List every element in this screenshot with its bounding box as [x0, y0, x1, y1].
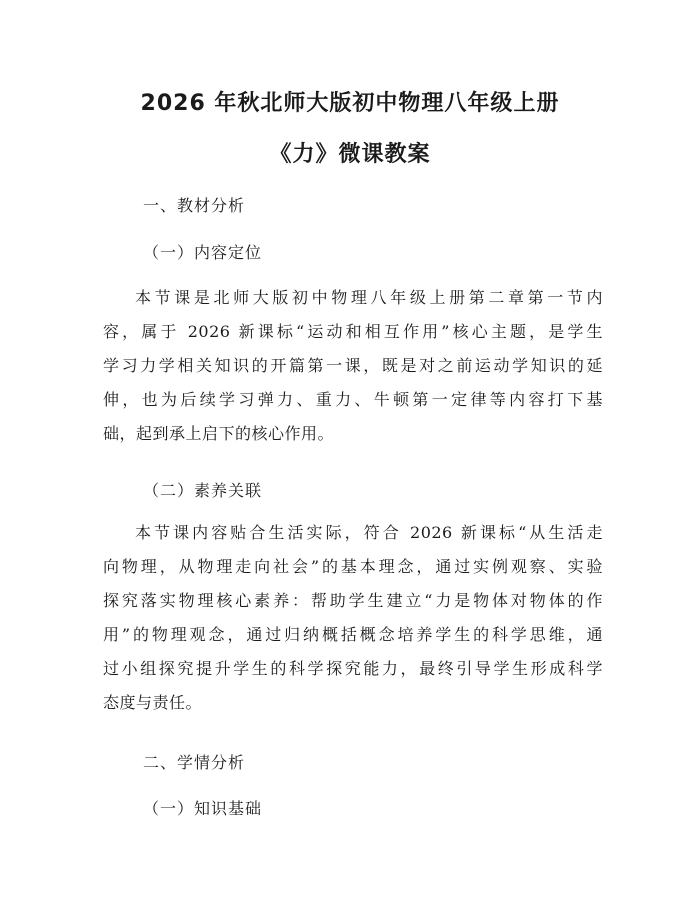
paragraph-line: 向物理，从物理走向社会”的基本理念，通过实例观察、实验: [103, 557, 603, 576]
subsection-heading: （一）内容定位: [143, 243, 263, 262]
section-heading: 二、学情分析: [143, 753, 246, 772]
paragraph: [103, 281, 603, 451]
subsection-heading: （二）素养关联: [143, 481, 263, 500]
paragraph-line: 探究落实物理核心素养：帮助学生建立“力是物体对物体的作: [103, 591, 603, 610]
document-subtitle: 《力》微课教案: [269, 142, 431, 167]
paragraph-line: 态度与责任。: [103, 693, 203, 712]
paragraph-line: 本节课是北师大版初中物理八年级上册第二章第一节内: [135, 288, 603, 307]
paragraph-line: 学习力学相关知识的开篇第一课，既是对之前运动学知识的延: [103, 356, 603, 375]
section-heading: 一、教材分析: [143, 196, 246, 215]
document-title: 2026 年秋北师大版初中物理八年级上册: [140, 91, 560, 116]
paragraph-line: 容，属于 2026 新课标“运动和相互作用”核心主题，是学生: [103, 322, 603, 341]
paragraph-line: 伸，也为后续学习弹力、重力、牛顿第一定律等内容打下基: [103, 390, 603, 409]
paragraph-line: 础，起到承上启下的核心作用。: [103, 424, 335, 443]
paragraph-line: 本节课内容贴合生活实际，符合 2026 新课标“从生活走: [135, 523, 603, 542]
subsection-heading: （一）知识基础: [143, 799, 263, 818]
paragraph: [103, 516, 603, 720]
paragraph-line: 用”的物理观念，通过归纳概括概念培养学生的科学思维，通: [103, 625, 603, 644]
paragraph-line: 过小组探究提升学生的科学探究能力，最终引导学生形成科学: [103, 659, 603, 678]
